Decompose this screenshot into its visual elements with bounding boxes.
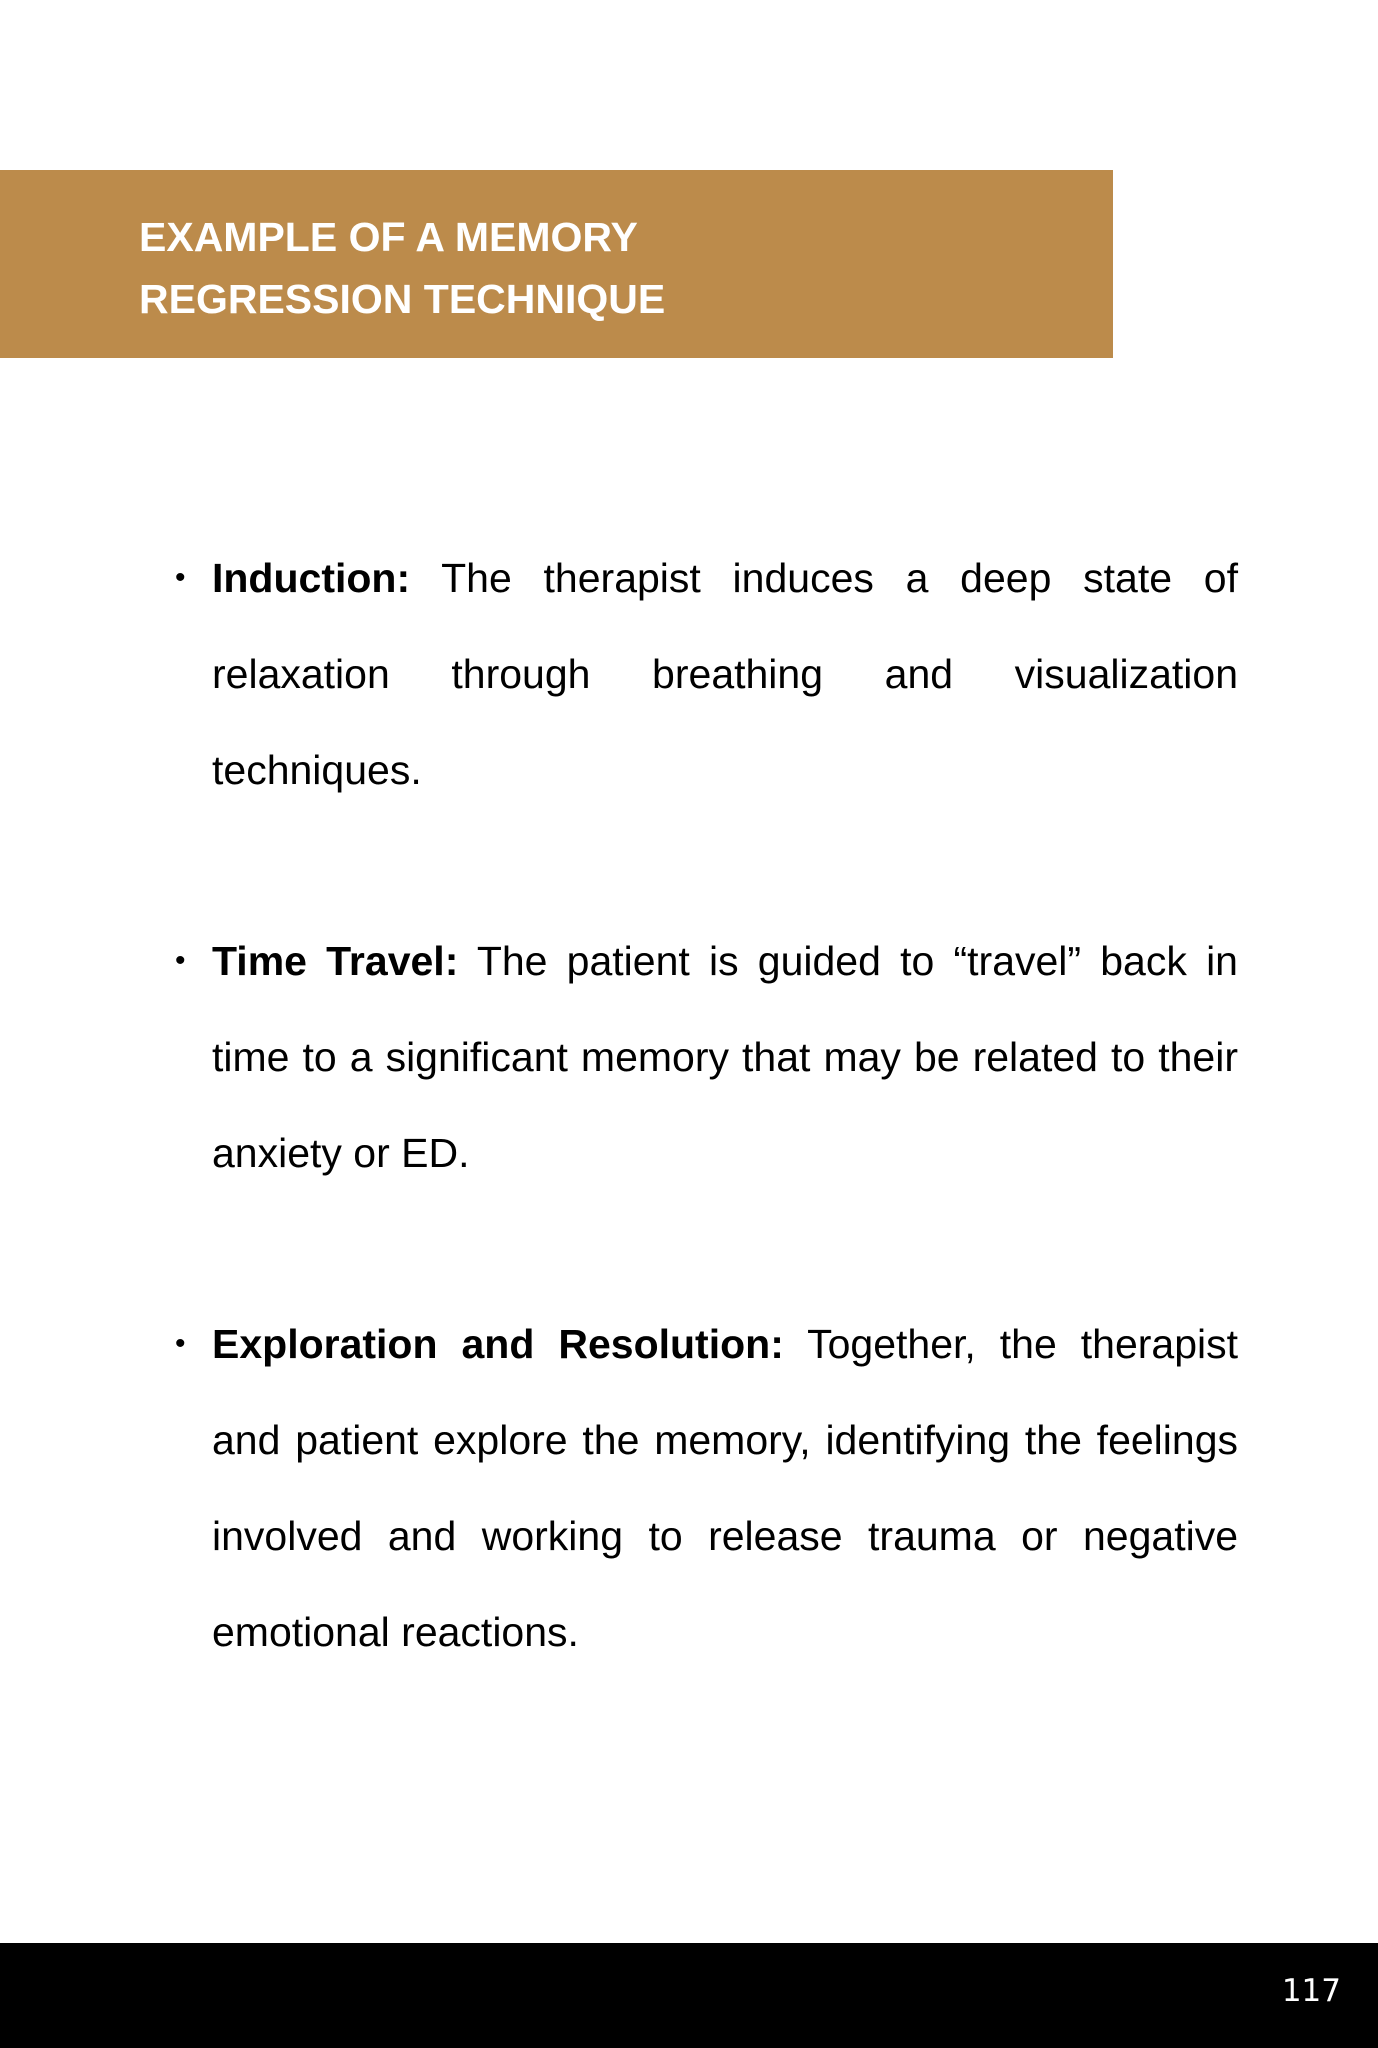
page-title	[139, 206, 1039, 330]
list-item-induction	[175, 530, 1238, 818]
item-term: Exploration and Resolution:	[212, 1321, 784, 1367]
item-text: The therapist induces a deep state of relaxation through breathing and visualization techniques.	[212, 555, 1238, 793]
bullet-icon: •	[175, 944, 186, 977]
bullet-list	[175, 530, 1239, 1775]
item-term: Induction:	[212, 555, 411, 601]
item-term: Time Travel:	[212, 938, 459, 984]
bullet-icon: •	[175, 1327, 186, 1360]
title-line-2: REGRESSION TECHNIQUE	[139, 276, 666, 322]
list-item-time-travel	[175, 913, 1238, 1201]
item-text: Together, the therapist and patient explore the memory, identifying the feelings involved and working to release trauma or negative emotional reactions.	[212, 1321, 1239, 1655]
footer-bar	[0, 1943, 1378, 2048]
item-text: The patient is guided to “travel” back in time to a significant memory that may be related to their anxiety or ED.	[212, 938, 1238, 1176]
list-item-exploration	[175, 1296, 1239, 1680]
page-number: 117	[1281, 1973, 1341, 2009]
title-line-1: EXAMPLE OF A MEMORY	[139, 214, 638, 260]
bullet-icon: •	[175, 561, 186, 594]
